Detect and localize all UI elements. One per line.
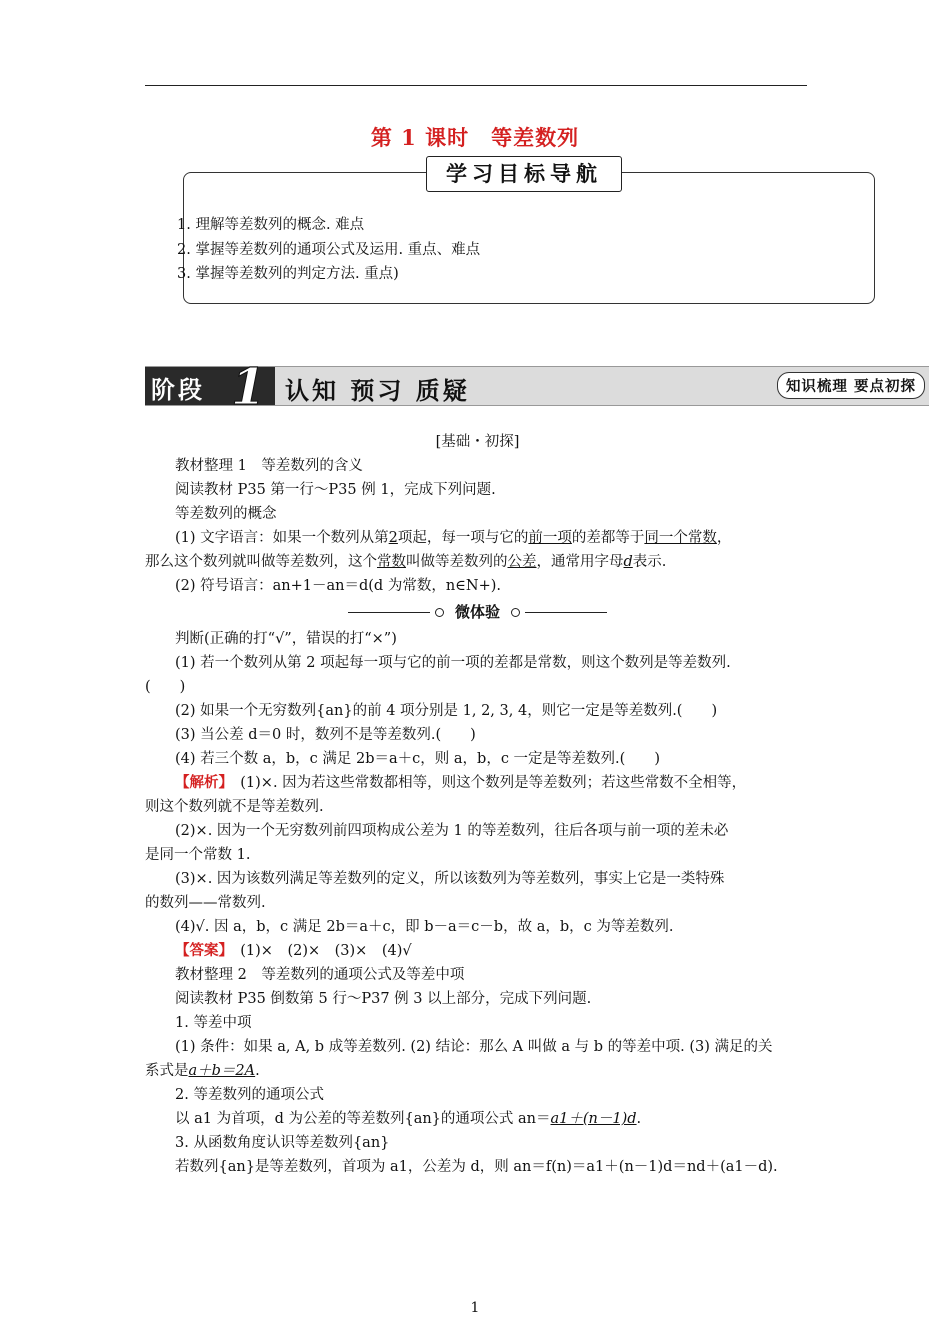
micro-experience-label: 微体验: [454, 603, 500, 621]
general-term-text: 以 a1 为首项，d 为公差的等差数列{an}的通项公式 an＝a1＋(n－1)d.: [175, 1111, 642, 1127]
analysis-tag: 【解析】: [175, 774, 226, 791]
stage-banner: [145, 357, 929, 416]
base-tag: [基础・初探]: [435, 434, 520, 450]
judge-item-1: (1) 若一个数列从第 2 项起每一项与它的前一项的差都是常数，则这个数列是等差数列.: [175, 655, 731, 671]
judge-item-4: (4) 若三个数 a，b，c 满足 2b＝a＋c，则 a，b，c 一定是等差数列.( ): [175, 751, 660, 767]
analysis-4: (4)√. 因 a，b，c 满足 2b＝a＋c，即 b－a＝c－b，故 a，b，c 为等差数列.: [175, 919, 674, 935]
learning-goals-banner: 学习目标导航: [426, 156, 622, 192]
function-view-title: 3. 从函数角度认识等差数列{an}: [175, 1135, 390, 1151]
material-1-title: 教材整理 1 等差数列的含义: [175, 458, 363, 474]
judge-intro: 判断(正确的打“√”，错误的打“×”): [175, 631, 397, 647]
blank-answer: 2: [388, 530, 398, 546]
blank-answer: a＋b＝2A: [188, 1063, 256, 1079]
lesson-title: 第 1 课时 等差数列: [370, 125, 580, 150]
stage-label-block: [145, 357, 275, 416]
stage-label: 阶段: [151, 376, 205, 404]
analysis-3: (3)×. 因为该数列满足等差数列的定义，所以该数列为等差数列，事实上它是一类特殊: [175, 871, 725, 887]
learning-goals-list: [177, 213, 480, 287]
goal-item: 3. 掌握等差数列的判定方法. 重点): [177, 266, 399, 282]
analysis-1-cont: 则这个数列就不是等差数列.: [145, 799, 324, 815]
blank-answer: 常数: [377, 554, 406, 570]
concept-text-language-cont: 那么这个数列就叫做等差数列，这个常数叫做等差数列的公差，通常用字母d表示.: [145, 554, 667, 570]
judge-item-2: (2) 如果一个无穷数列{an}的前 4 项分别是 1, 2, 3, 4，则它一定是等差数列.( ): [175, 703, 718, 719]
stage-tag: 知识梳理 要点初探: [777, 372, 925, 399]
arith-mean-text-cont: 系式是a＋b＝2A.: [145, 1063, 260, 1079]
stage-title: 认知 预习 质疑: [285, 377, 470, 405]
main-content: [145, 430, 810, 1179]
concept-text-language: (1) 文字语言：如果一个数列从第2项起，每一项与它的前一项的差都等于同一个常数，: [175, 530, 732, 546]
blank-answer: 前一项: [528, 530, 572, 546]
divider-dot: [511, 608, 520, 617]
goal-item: 1. 理解等差数列的概念. 难点: [177, 217, 365, 233]
general-term-title: 2. 等差数列的通项公式: [175, 1087, 324, 1103]
divider-line: [348, 612, 430, 613]
answer-tag: 【答案】: [175, 942, 226, 959]
blank-answer: 同一个常数: [644, 530, 717, 546]
concept-symbol-language: (2) 符号语言：an+1－an＝d(d 为常数，n∈N+).: [175, 578, 501, 594]
blank-answer: a1＋(n－1)d: [550, 1111, 637, 1127]
material-2-reading: 阅读教材 P35 倒数第 5 行～P37 例 3 以上部分，完成下列问题.: [175, 991, 592, 1007]
material-2-title: 教材整理 2 等差数列的通项公式及等差中项: [175, 967, 465, 983]
material-1-reading: 阅读教材 P35 第一行～P35 例 1，完成下列问题.: [175, 482, 496, 498]
analysis-2: (2)×. 因为一个无穷数列前四项构成公差为 1 的等差数列，往后各项与前一项的差未必: [175, 823, 729, 839]
concept-title: 等差数列的概念: [175, 506, 277, 522]
micro-experience-divider: [145, 601, 810, 623]
judge-item-1-bracket: ( ): [145, 679, 186, 695]
judge-item-3: (3) 当公差 d＝0 时，数列不是等差数列.( ): [175, 727, 476, 743]
goal-item: 2. 掌握等差数列的通项公式及运用. 重点、难点: [177, 241, 481, 258]
answer-line: 【答案】 (1)× (2)× (3)× (4)√: [175, 942, 412, 959]
analysis-2-cont: 是同一个常数 1.: [145, 847, 251, 863]
function-view-text: 若数列{an}是等差数列，首项为 a1，公差为 d，则 an＝f(n)＝a1＋(n－1)d＝nd＋(a1－d).: [175, 1159, 778, 1175]
blank-answer: d: [623, 554, 633, 570]
analysis-1: 【解析】 (1)×. 因为若这些常数都相等，则这个数列是等差数列；若这些常数不全相等，: [175, 774, 747, 791]
divider-dot: [435, 608, 444, 617]
blank-answer: 公差: [507, 554, 537, 570]
page-number: 1: [470, 1300, 480, 1316]
top-rule: [145, 85, 807, 86]
stage-number: 1: [231, 357, 266, 416]
analysis-3-cont: 的数列——常数列.: [145, 895, 266, 911]
divider-line: [525, 612, 607, 613]
arith-mean-title: 1. 等差中项: [175, 1015, 252, 1031]
arith-mean-text: (1) 条件：如果 a, A, b 成等差数列. (2) 结论：那么 A 叫做 a 与 b 的等差中项. (3) 满足的关: [175, 1039, 773, 1055]
